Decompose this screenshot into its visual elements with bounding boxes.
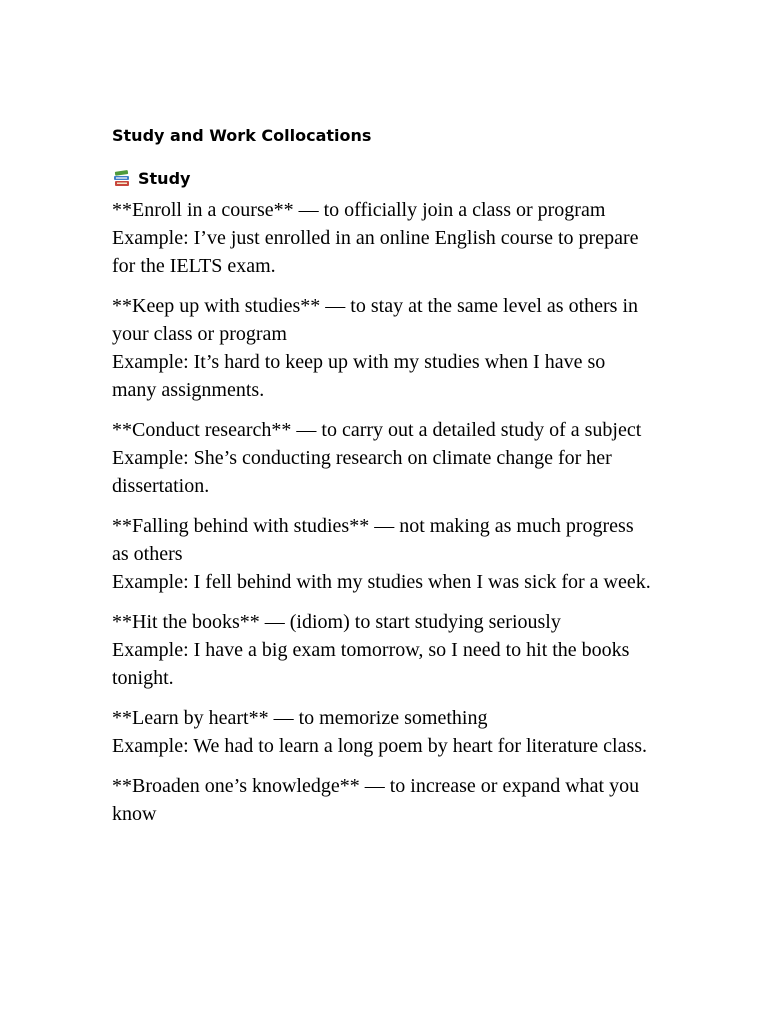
collocation-definition: **Enroll in a course** — to officially join a class or program [112, 199, 606, 221]
books-icon [112, 169, 132, 189]
list-item [112, 608, 652, 692]
list-item [112, 512, 652, 596]
collocation-example: Example: We had to learn a long poem by heart for literature class. [112, 735, 648, 757]
section-heading-study [112, 167, 190, 191]
collocation-definition: **Broaden one’s knowledge** — to increase or expand what you know [112, 775, 640, 825]
collocation-definition: **Conduct research** — to carry out a detailed study of a subject [112, 419, 642, 441]
list-item [112, 416, 652, 500]
collocation-example: Example: I fell behind with my studies when I was sick for a week. [112, 571, 651, 593]
list-item [112, 772, 652, 828]
collocation-definition: **Keep up with studies** — to stay at the same level as others in your class or program [112, 295, 639, 345]
list-item [112, 196, 652, 280]
collocation-example: Example: I have a big exam tomorrow, so I need to hit the books tonight. [112, 639, 630, 689]
list-item [112, 292, 652, 404]
collocation-definition: **Falling behind with studies** — not making as much progress as others [112, 515, 634, 565]
collocation-example: Example: It’s hard to keep up with my studies when I have so many assignments. [112, 351, 606, 401]
collocation-example: Example: I’ve just enrolled in an online English course to prepare for the IELTS exam. [112, 227, 639, 277]
collocation-example: Example: She’s conducting research on climate change for her dissertation. [112, 447, 612, 497]
collocation-definition: **Hit the books** — (idiom) to start studying seriously [112, 611, 561, 633]
list-item [112, 704, 652, 760]
section-heading-label: Study [138, 169, 191, 188]
collocation-list [112, 196, 652, 840]
collocation-definition: **Learn by heart** — to memorize something [112, 707, 488, 729]
document-title: Study and Work Collocations [112, 126, 372, 145]
